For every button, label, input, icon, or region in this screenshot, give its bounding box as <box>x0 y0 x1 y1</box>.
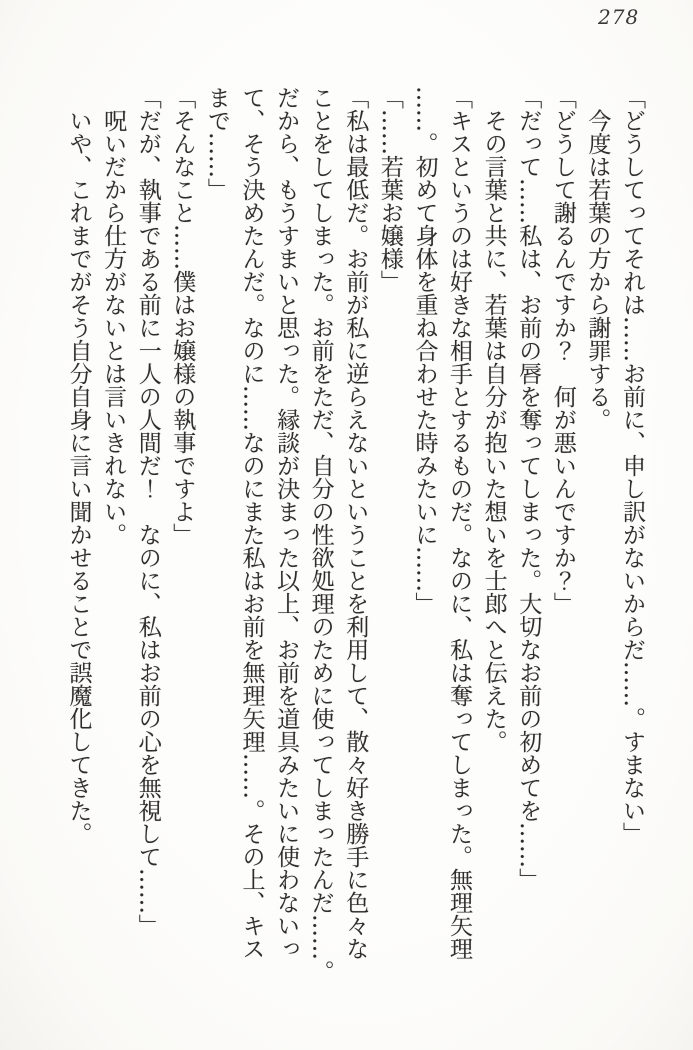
text-line: 「そんなこと……僕はお嬢様の執事ですよ」 <box>169 86 196 546</box>
text-line: いや、これまでがそう自分自身に言い聞かせることで誤魔化してきた。 <box>65 109 92 845</box>
text-line: 「だが、執事である前に一人の人間だ！ なのに、私はお前の心を無視して……」 <box>134 86 161 937</box>
text-line: まで……」 <box>203 86 230 201</box>
text-line: ことをしてしまった。お前をただ、自分の性欲処理のために使ってしまったんだ……。 <box>307 86 334 983</box>
text-line: 「……若葉お嬢様」 <box>376 86 403 293</box>
text-line: 「だって……私は、お前の唇を奪ってしまった。大切なお前の初めてを……」 <box>515 86 542 891</box>
text-line: 「どうしてってそれは……お前に、申し訳がないからだ……。すまない」 <box>619 86 645 845</box>
text-line: 「どうして謝るんですか？ 何が悪いんですか？」 <box>549 86 576 615</box>
text-line: 今度は若葉の方から謝罪する。 <box>584 109 611 431</box>
text-line: 呪いだから仕方がないとは言いきれない。 <box>100 109 127 546</box>
text-line: だから、もうすまいと思った。縁談が決まった以上、お前を道具みたいに使わないっ <box>273 86 300 960</box>
text-line: その言葉と共に、若葉は自分が抱いた想いを士郎へと伝えた。 <box>480 109 507 753</box>
text-line: 「私は最低だ。お前が私に逆らえないということを利用して、散々好き勝手に色々な <box>342 86 369 960</box>
page-number: 278 <box>598 5 640 29</box>
text-line: て、そう決めたんだ。なのに……なのにまた私はお前を無理矢理……。その上、キス <box>238 86 265 960</box>
page-text <box>61 86 649 988</box>
text-line: 「キスというのは好きな相手とするものだ。なのに、私は奪ってしまった。無理矢理 <box>446 86 473 960</box>
text-line: ……。初めて身体を重ね合わせた時みたいに……」 <box>411 86 438 615</box>
